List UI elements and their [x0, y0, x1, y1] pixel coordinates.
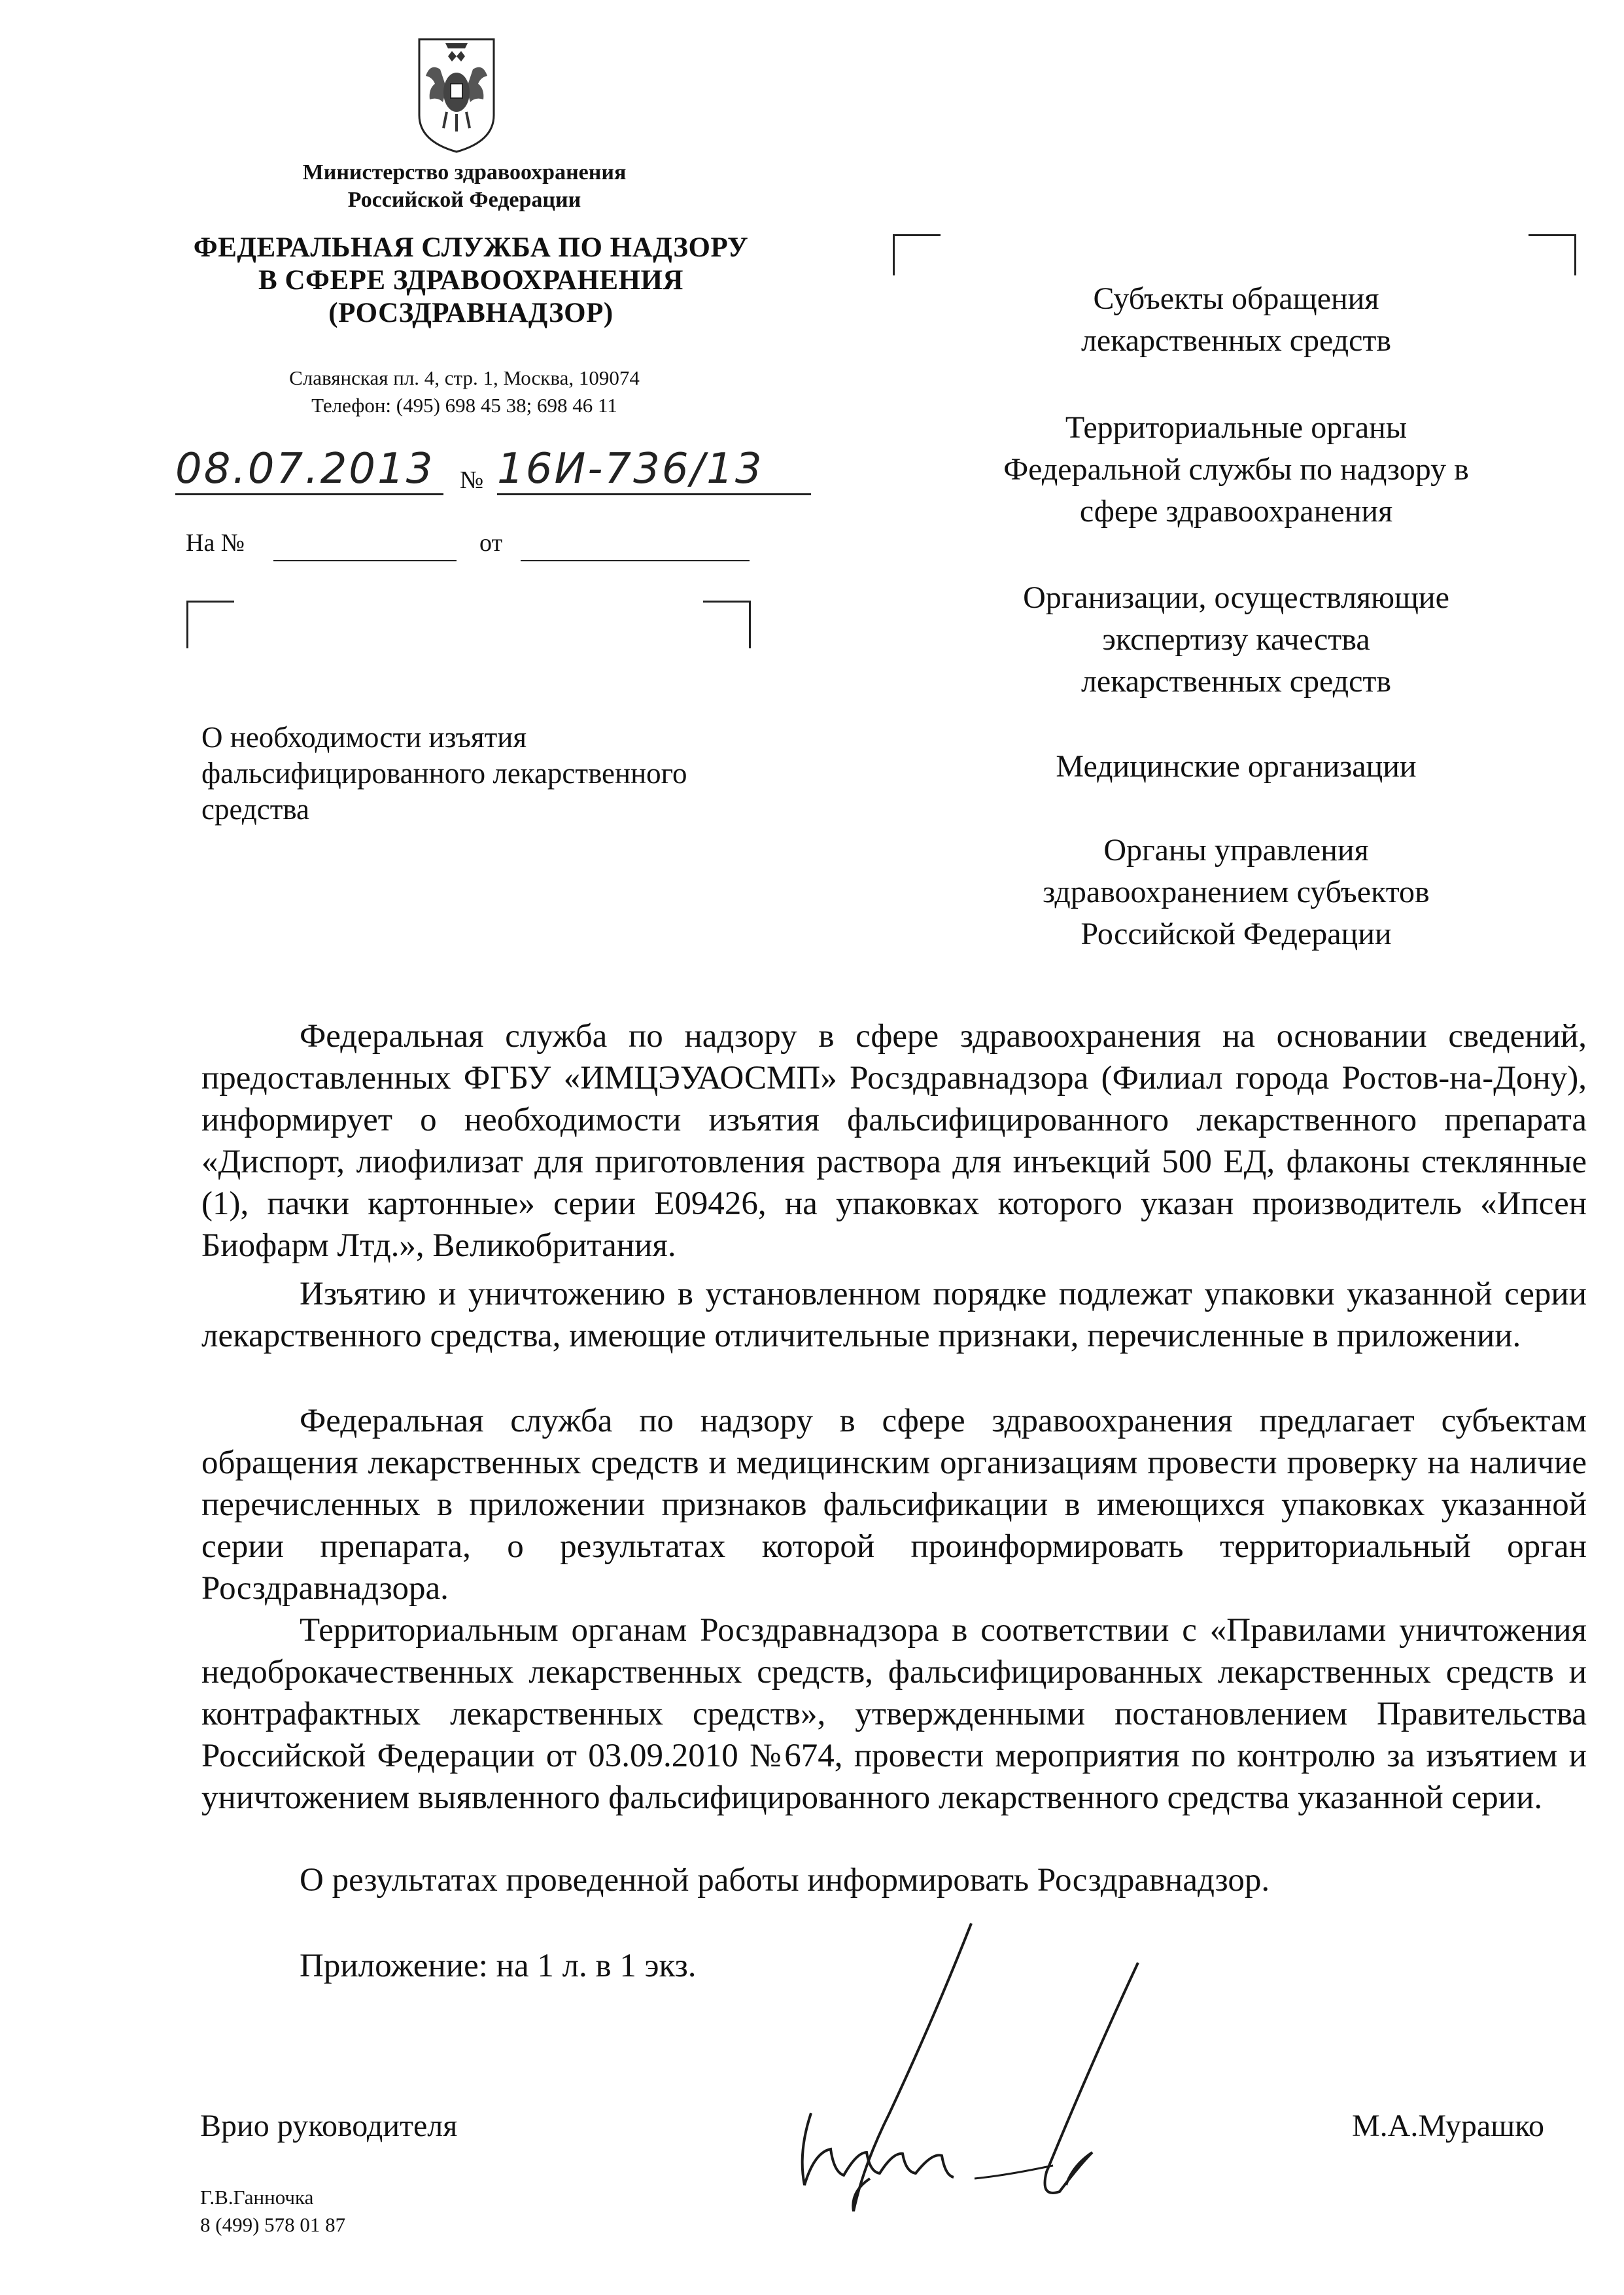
recipient-5-line-2: здравоохранением субъектов	[1043, 875, 1430, 909]
ministry-line-2: Российской Федерации	[347, 188, 581, 212]
subject-bracket-left	[186, 601, 234, 648]
body-paragraph-2-text: Изъятию и уничтожению в установленном порядке подлежат упаковки указанной серии лекарственного средства, имеющие отличительные признаки, перечисленные в приложении.	[201, 1276, 1587, 1354]
recipient-4-line-1: Медицинские организации	[1056, 749, 1417, 784]
ref-date-blank	[521, 560, 750, 561]
body-paragraph-1	[201, 1015, 1587, 1267]
registration-date: 08.07.2013	[175, 445, 443, 495]
recipient-2-line-2: Федеральной службы по надзору в	[1003, 452, 1469, 487]
service-line-1: ФЕДЕРАЛЬНАЯ СЛУЖБА ПО НАДЗОРУ	[193, 232, 749, 263]
recipient-5-line-1: Органы управления	[1103, 833, 1369, 867]
phone: Телефон: (495) 698 45 38; 698 46 11	[311, 394, 617, 417]
ministry-line-1: Министерство здравоохранения	[302, 160, 627, 184]
executor-name: Г.В.Ганночка	[200, 2186, 314, 2209]
subject-line-1: О необходимости изъятия	[201, 721, 527, 754]
service-line-2: В СФЕРЕ ЗДРАВООХРАНЕНИЯ	[258, 265, 683, 296]
registration-number: 16И-736/13	[497, 445, 811, 495]
service-line-3: (РОСЗДРАВНАДЗОР)	[328, 298, 613, 328]
attachment-note	[201, 1945, 790, 1987]
coat-of-arms-emblem	[414, 37, 499, 154]
recipient-bracket-left	[893, 234, 941, 275]
body-paragraph-2	[201, 1273, 1587, 1357]
subject-line-3: средства	[201, 793, 310, 826]
recipient-3-line-1: Организации, осуществляющие	[1023, 580, 1449, 615]
recipient-bracket-right	[1529, 234, 1576, 275]
body-paragraph-3-text: Федеральная служба по надзору в сфере здравоохранения предлагает субъектам обращения лекарственных средств и медицинским организациям провести проверку на наличие перечисленных в приложении признаков фальсификации в имеющихся упаковках указанной серии препарата, о результатах которой проинформировать территориальный орган Росздравнадзора.	[201, 1403, 1587, 1607]
ref-number-blank	[273, 560, 457, 561]
recipient-2-line-1: Территориальные органы	[1065, 410, 1408, 445]
recipient-1-line-2: лекарственных средств	[1080, 323, 1392, 358]
ref-number-label: На №	[186, 529, 245, 557]
recipient-5-line-3: Российской Федерации	[1080, 917, 1392, 951]
body-paragraph-4-text: Территориальным органам Росздравнадзора в соответствии с «Правилами уничтожения недоброкачественных лекарственных средств, фальсифицированных лекарственных средств и контрафактных лекарственных средств», утвержденными постановлением Правительства Российской Федерации от 03.09.2010 №674, провести мероприятия по контролю за изъятием и уничтожением выявленного фальсифицированного лекарственного средства указанной серии.	[201, 1612, 1587, 1816]
body-paragraph-4	[201, 1609, 1587, 1819]
body-paragraph-1-text: Федеральная служба по надзору в сфере здравоохранения на основании сведений, предоставленных ФГБУ «ИМЦЭУАОСМП» Росздравнадзора (Филиал города Ростов-на-Дону), информирует о необходимости изъятия фальсифицированного лекарственного препарата «Диспорт, лиофилизат для приготовления раствора для инъекций 500 ЕД, флаконы стеклянные (1), пачки картонные» серии E09426, на упаковках которого указан производитель «Ипсен Биофарм Лтд.», Великобритания.	[201, 1018, 1587, 1264]
body-paragraph-3	[201, 1400, 1587, 1609]
subject-line-2: фальсифицированного лекарственного	[201, 757, 687, 790]
ref-from-label: от	[479, 529, 503, 557]
number-sign: №	[460, 466, 484, 494]
body-paragraph-5	[201, 1859, 1587, 1901]
recipient-3-line-3: лекарственных средств	[1080, 664, 1392, 699]
body-paragraph-5-text: О результатах проведенной работы информировать Росздравнадзор.	[300, 1862, 1270, 1899]
attachment-text: Приложение: на 1 л. в 1 экз.	[300, 1948, 697, 1984]
handwritten-signature	[785, 1917, 1145, 2231]
recipient-1-line-1: Субъекты обращения	[1093, 281, 1379, 316]
signatory-position: Врио руководителя	[200, 2109, 458, 2143]
subject-bracket-right	[703, 601, 751, 648]
recipient-2-line-3: сфере здравоохранения	[1079, 494, 1393, 529]
address: Славянская пл. 4, стр. 1, Москва, 109074	[289, 366, 640, 389]
executor-phone: 8 (499) 578 01 87	[200, 2213, 346, 2236]
recipient-3-line-2: экспертизу качества	[1102, 622, 1370, 657]
signatory-name: М.А.Мурашко	[1352, 2109, 1544, 2143]
